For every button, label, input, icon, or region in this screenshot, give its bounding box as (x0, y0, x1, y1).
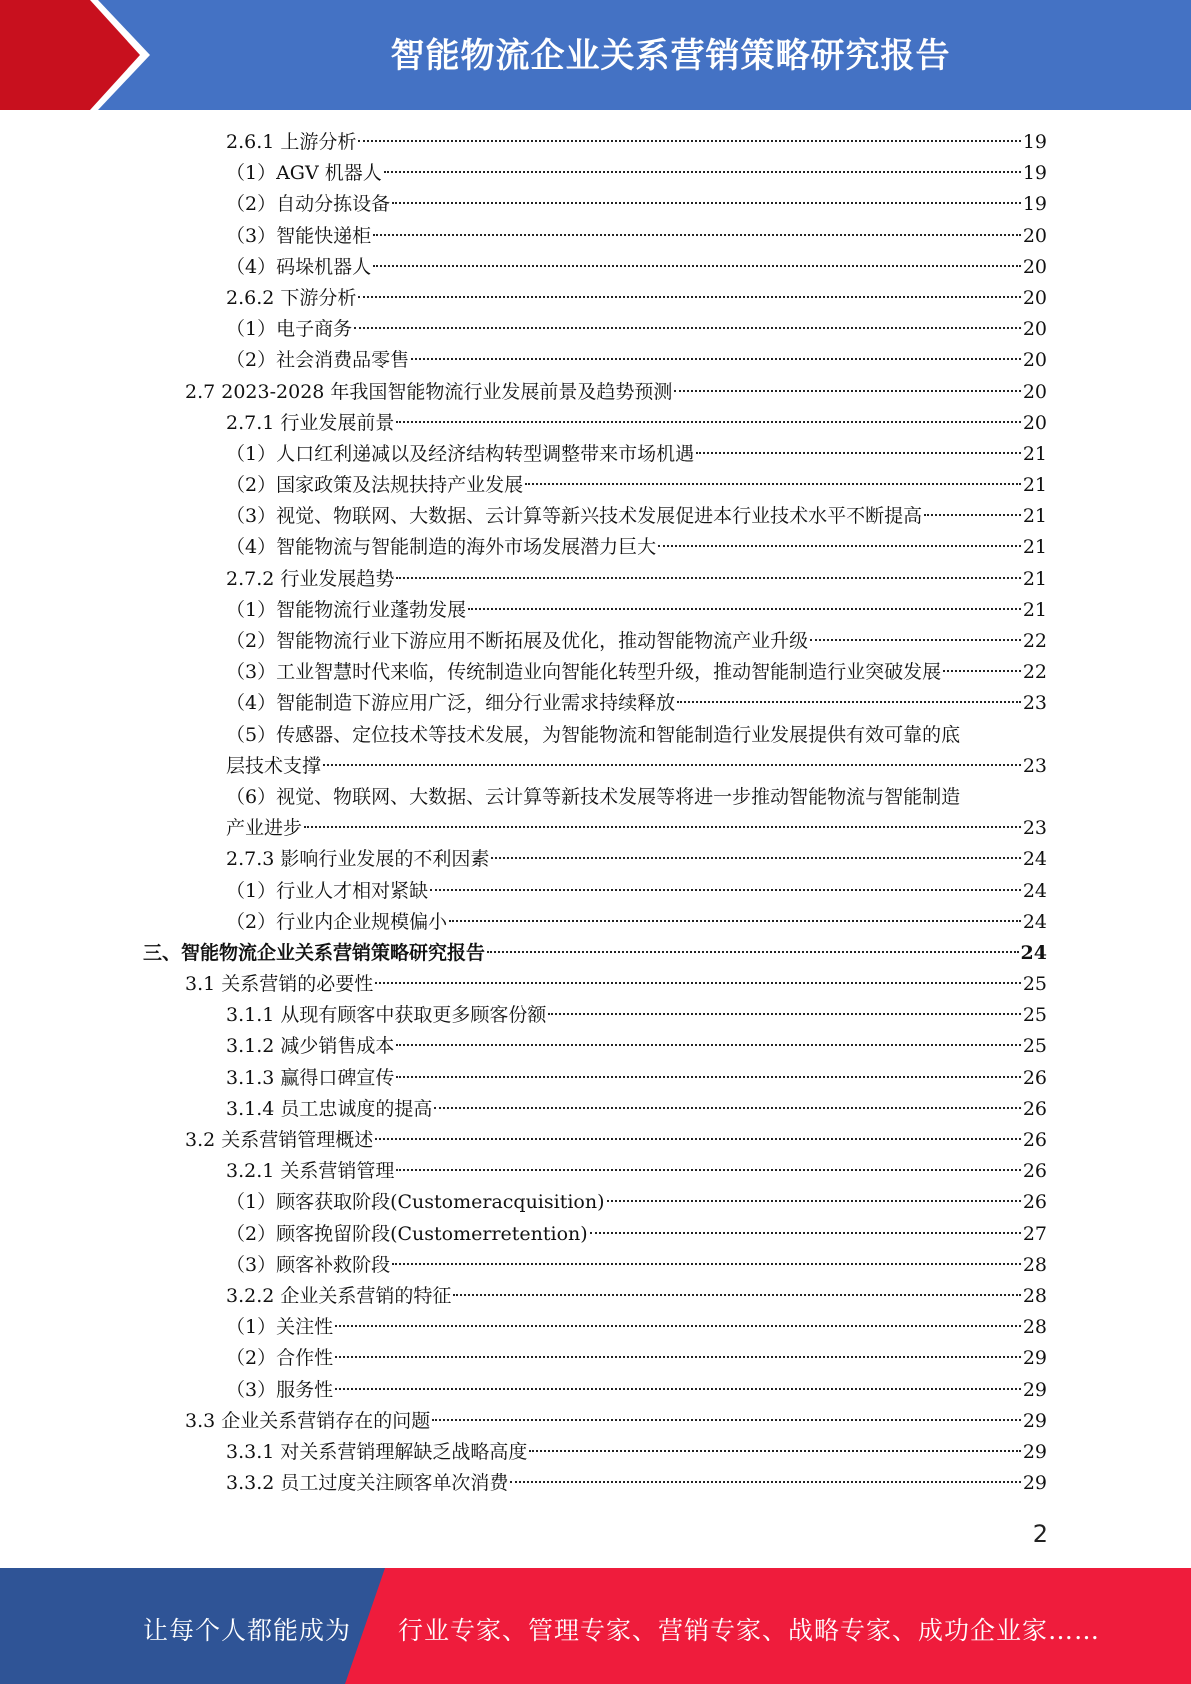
toc-entry[interactable] (0, 532, 1047, 563)
toc-entry[interactable] (0, 688, 1047, 719)
toc-entry-text: 3.1.2 减少销售成本 (226, 1035, 395, 1058)
toc-entry-text: 2.7.2 行业发展趋势 (226, 567, 395, 590)
toc-entry[interactable] (0, 907, 1047, 938)
toc-leader-dots (335, 1324, 1021, 1327)
toc-entry-page: 29 (1022, 1472, 1047, 1495)
toc-leader-dots (375, 981, 1021, 984)
toc-entry-text: 2.7.1 行业发展前景 (226, 411, 395, 434)
toc-entry-text: （4）智能物流与智能制造的海外市场发展潜力巨大 (226, 536, 657, 559)
toc-entry-text: （3）顾客补救阶段 (226, 1253, 391, 1276)
toc-entry-page: 22 (1022, 630, 1047, 652)
toc-leader-dots (590, 1231, 1021, 1234)
toc-entry-text: 3.1 关系营销的必要性 (185, 973, 374, 996)
toc-entry-text: 2.6.2 下游分析 (226, 286, 357, 309)
toc-entry[interactable] (0, 1406, 1047, 1437)
toc-entry-text: （2）自动分拣设备 (226, 193, 391, 216)
toc-entry-page: 25 (1022, 973, 1047, 996)
toc-entry-page: 21 (1022, 598, 1047, 621)
toc-entry[interactable] (0, 844, 1047, 875)
toc-entry-page: 24 (1020, 941, 1047, 964)
toc-entry-page: 20 (1022, 286, 1047, 309)
toc-entry-text: 3.2.1 关系营销管理 (226, 1160, 395, 1183)
toc-entry-page: 19 (1022, 193, 1047, 216)
toc-leader-dots (304, 825, 1021, 828)
toc-leader-dots (677, 700, 1021, 703)
toc-entry[interactable] (0, 1219, 1047, 1250)
toc-entry-text: （2）顾客挽留阶段(Customerretention) (226, 1222, 588, 1245)
toc-entry-text: （2）行业内企业规模偏小 (226, 910, 448, 933)
toc-entry-text: 3.3 企业关系营销存在的问题 (185, 1409, 431, 1432)
toc-entry[interactable] (0, 189, 1047, 220)
toc-leader-dots (525, 482, 1021, 485)
toc-entry-text: 2.6.1 上游分析 (226, 131, 357, 153)
footer-slogan-right: 行业专家、管理专家、营销专家、战略专家、成功企业家…… (398, 1616, 1101, 1645)
toc-entry-page: 24 (1022, 879, 1047, 902)
toc-entry-text-line1: （6）视觉、物联网、大数据、云计算等新技术发展等将进一步推动智能物流与智能制造 (226, 785, 961, 808)
toc-entry[interactable] (0, 501, 1047, 532)
toc-entry-text: 三、智能物流企业关系营销策略研究报告 (143, 941, 486, 964)
toc-entry-page: 26 (1022, 1097, 1047, 1120)
toc-entry-page: 29 (1022, 1378, 1047, 1401)
toc-leader-dots (323, 763, 1021, 766)
toc-leader-dots (375, 1137, 1021, 1140)
toc-entry-page: 20 (1022, 224, 1047, 247)
toc-entry-text: 2.7.3 影响行业发展的不利因素 (226, 848, 490, 871)
toc-leader-dots (396, 1043, 1020, 1046)
header-arrow-icon (0, 0, 140, 110)
toc-entry-page: 21 (1022, 505, 1047, 528)
page-footer (0, 1568, 1191, 1684)
toc-entry-page: 28 (1022, 1284, 1047, 1307)
toc-entry[interactable] (0, 1281, 1047, 1312)
toc-entry[interactable] (0, 127, 1047, 158)
toc-entry[interactable] (0, 1468, 1047, 1499)
toc-entry[interactable] (0, 720, 1047, 782)
toc-entry-page: 21 (1022, 474, 1047, 497)
toc-entry-text: （1）AGV 机器人 (226, 162, 382, 185)
toc-entry-text: 产业进步 (226, 817, 303, 840)
toc-entry-page: 21 (1022, 536, 1047, 559)
toc-leader-dots (373, 233, 1021, 236)
toc-entry[interactable] (0, 969, 1047, 1000)
toc-entry[interactable] (0, 221, 1047, 252)
toc-entry[interactable] (0, 657, 1047, 688)
toc-entry[interactable] (0, 283, 1047, 314)
toc-leader-dots (943, 669, 1021, 672)
toc-leader-dots (491, 856, 1020, 859)
toc-leader-dots (487, 950, 1019, 953)
toc-leader-dots (510, 1480, 1020, 1483)
toc-entry-text: 3.3.1 对关系营销理解缺乏战略高度 (226, 1440, 528, 1463)
toc-entry-text: 3.3.2 员工过度关注顾客单次消费 (226, 1472, 509, 1495)
toc-leader-dots (354, 326, 1021, 329)
toc-entry-text: （1）智能物流行业蓬勃发展 (226, 598, 467, 621)
toc-entry-text: 3.1.4 员工忠诚度的提高 (226, 1097, 433, 1120)
toc-entry[interactable] (0, 470, 1047, 501)
toc-entry-page: 25 (1022, 1004, 1047, 1027)
toc-entry-page: 24 (1022, 848, 1047, 871)
toc-entry-page: 26 (1022, 1066, 1047, 1089)
toc-leader-dots (607, 1199, 1021, 1202)
toc-entry-text: 层技术支撑 (226, 754, 322, 777)
toc-entry-page: 27 (1022, 1222, 1047, 1245)
toc-entry-text: （3）工业智慧时代来临，传统制造业向智能化转型升级，推动智能制造行业突破发展 (226, 661, 942, 684)
toc-entry[interactable] (0, 1187, 1047, 1218)
toc-entry-page: 26 (1022, 1160, 1047, 1183)
toc-entry[interactable] (0, 938, 1047, 969)
toc-entry-page: 20 (1022, 411, 1047, 434)
toc-leader-dots (924, 513, 1021, 516)
toc-entry[interactable] (0, 1312, 1047, 1343)
toc-leader-dots (674, 389, 1020, 392)
toc-entry-page: 23 (1022, 692, 1047, 715)
toc-leader-dots (384, 170, 1021, 173)
toc-leader-dots (432, 1418, 1021, 1421)
toc-entry-page: 29 (1022, 1440, 1047, 1463)
toc-entry-text: （3）服务性 (226, 1378, 334, 1401)
toc-entry-page: 23 (1022, 754, 1047, 777)
toc-leader-dots (335, 1355, 1021, 1358)
toc-entry-page: 19 (1022, 162, 1047, 185)
toc-entry-page: 21 (1022, 442, 1047, 465)
toc-entry-text-line1: （5）传感器、定位技术等技术发展，为智能物流和智能制造行业发展提供有效可靠的底 (226, 723, 961, 746)
toc-entry-text: （3）智能快递柜 (226, 224, 372, 247)
toc-entry-text: （2）社会消费品零售 (226, 349, 410, 372)
toc-entry[interactable] (0, 1375, 1047, 1406)
toc-entry-page: 28 (1022, 1316, 1047, 1339)
toc-entry[interactable] (0, 1437, 1047, 1468)
toc-entry[interactable] (0, 408, 1047, 439)
toc-entry[interactable] (0, 782, 1047, 844)
toc-leader-dots (658, 544, 1021, 547)
toc-entry-page: 20 (1022, 318, 1047, 341)
toc-entry-text: （1）行业人才相对紧缺 (226, 879, 429, 902)
toc-entry[interactable] (0, 876, 1047, 907)
toc-entry-page: 19 (1022, 131, 1047, 153)
toc-leader-dots (358, 139, 1020, 142)
toc-leader-dots (449, 919, 1021, 922)
toc-leader-dots (430, 888, 1021, 891)
toc-entry[interactable] (0, 252, 1047, 283)
toc-entry[interactable] (0, 345, 1047, 376)
toc-entry[interactable] (0, 1031, 1047, 1062)
toc-entry-text: （2）国家政策及法规扶持产业发展 (226, 474, 524, 497)
toc-leader-dots (453, 1293, 1020, 1296)
toc-entry-text: （1）人口红利递减以及经济结构转型调整带来市场机遇 (226, 442, 695, 465)
toc-entry-page: 26 (1022, 1129, 1047, 1152)
toc-leader-dots (411, 357, 1021, 360)
toc-leader-dots (529, 1449, 1020, 1452)
footer-slogan-left: 让每个人都能成为 (143, 1616, 352, 1645)
toc-entry-text: （3）视觉、物联网、大数据、云计算等新兴技术发展促进本行业技术水平不断提高 (226, 505, 923, 528)
toc-entry-text: （1）关注性 (226, 1316, 334, 1339)
page-number: 2 (1032, 1520, 1048, 1548)
toc-leader-dots (396, 576, 1020, 579)
toc-leader-dots (548, 1012, 1020, 1015)
toc-entry-text: （4）码垛机器人 (226, 255, 372, 278)
toc-leader-dots (468, 607, 1021, 610)
toc-entry-text: （2）智能物流行业下游应用不断拓展及优化，推动智能物流产业升级 (226, 630, 809, 652)
toc-leader-dots (392, 1262, 1021, 1265)
toc-leader-dots (396, 1075, 1020, 1078)
toc-entry[interactable] (0, 1063, 1047, 1094)
toc-entry-text: 3.1.1 从现有顾客中获取更多顾客份额 (226, 1004, 547, 1027)
toc-leader-dots (392, 201, 1021, 204)
toc-entry[interactable] (0, 1250, 1047, 1281)
page-header (0, 0, 1191, 110)
toc-entry-page: 25 (1022, 1035, 1047, 1058)
report-title: 智能物流企业关系营销策略研究报告 (390, 36, 951, 76)
toc-leader-dots (696, 451, 1021, 454)
toc-entry-page: 21 (1022, 567, 1047, 590)
toc-entry-page: 20 (1022, 349, 1047, 372)
toc-leader-dots (358, 295, 1020, 298)
toc-leader-dots (434, 1106, 1020, 1109)
toc-entry[interactable] (0, 1000, 1047, 1031)
toc-entry-text: （1）电子商务 (226, 318, 353, 341)
toc-leader-dots (810, 638, 1021, 641)
toc-entry-text: （4）智能制造下游应用广泛，细分行业需求持续释放 (226, 692, 676, 715)
toc-entry-page: 28 (1022, 1253, 1047, 1276)
toc-entry[interactable] (0, 158, 1047, 189)
toc-leader-dots (373, 264, 1021, 267)
toc-entry[interactable] (0, 626, 1047, 657)
toc-entry[interactable] (0, 439, 1047, 470)
toc-entry-text: 2.7 2023-2028 年我国智能物流行业发展前景及趋势预测 (185, 380, 673, 403)
toc-entry-page: 29 (1022, 1347, 1047, 1370)
toc-entry-page: 22 (1022, 661, 1047, 684)
toc-entry-page: 24 (1022, 910, 1047, 933)
toc-leader-dots (396, 420, 1020, 423)
toc-entry-page: 20 (1022, 255, 1047, 278)
toc-entry-page: 20 (1022, 380, 1047, 403)
toc-entry[interactable] (0, 1125, 1047, 1156)
toc-entry[interactable] (0, 595, 1047, 626)
toc-leader-dots (396, 1168, 1020, 1171)
toc-entry[interactable] (0, 1343, 1047, 1374)
toc-entry-text: 3.2.2 企业关系营销的特征 (226, 1284, 452, 1307)
toc-entry-page: 26 (1022, 1191, 1047, 1214)
toc-entry-page: 23 (1022, 817, 1047, 840)
toc-leader-dots (335, 1387, 1021, 1390)
toc-entry[interactable] (0, 1094, 1047, 1125)
toc-entry[interactable] (0, 377, 1047, 408)
toc-entry-text: （1）顾客获取阶段(Customeracquisition) (226, 1191, 605, 1214)
toc-entry[interactable] (0, 314, 1047, 345)
toc-entry-text: 3.1.3 赢得口碑宣传 (226, 1066, 395, 1089)
toc-entry-text: 3.2 关系营销管理概述 (185, 1129, 374, 1152)
table-of-contents (0, 127, 1191, 1499)
toc-entry-text: （2）合作性 (226, 1347, 334, 1370)
toc-entry[interactable] (0, 564, 1047, 595)
toc-entry[interactable] (0, 1156, 1047, 1187)
toc-entry-page: 29 (1022, 1409, 1047, 1432)
